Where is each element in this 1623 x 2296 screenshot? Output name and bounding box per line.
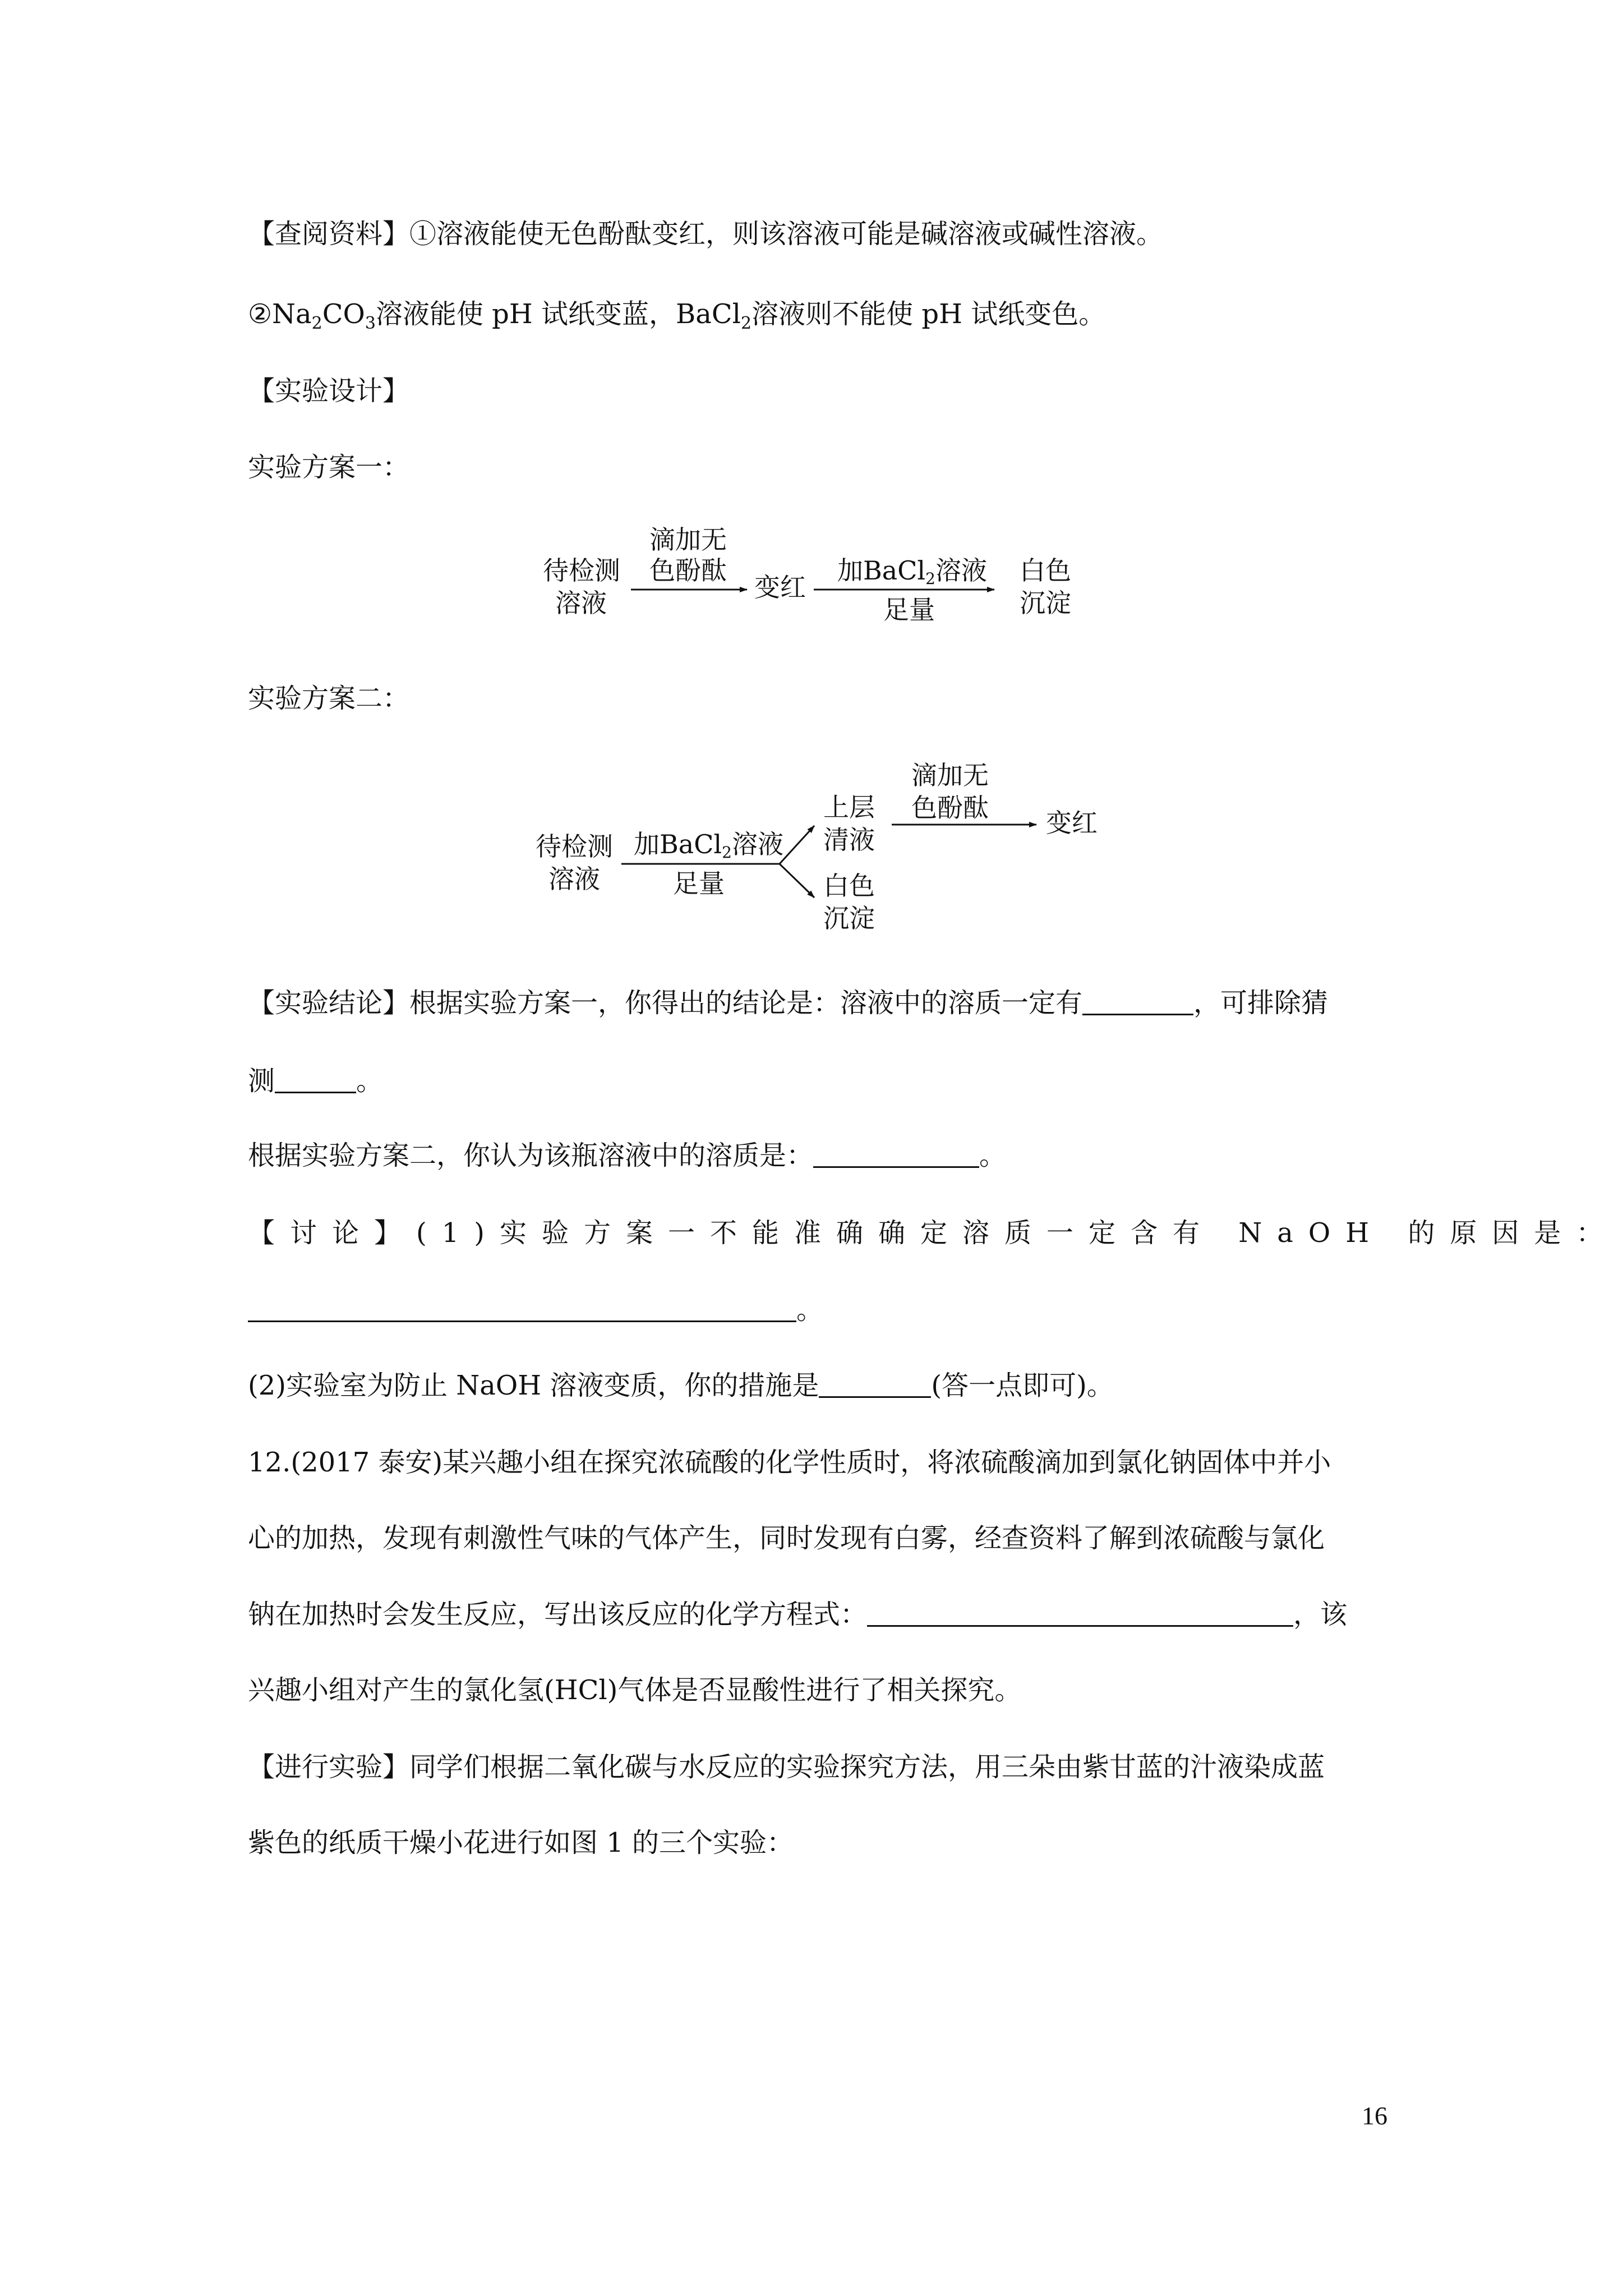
text: 。	[796, 1294, 824, 1326]
scheme-1-label: 实验方案一：	[248, 452, 410, 483]
answer-blank[interactable]	[275, 1067, 356, 1093]
text: 测	[248, 1065, 275, 1097]
page-number: 16	[1362, 2101, 1387, 2130]
scheme-2-label: 实验方案二：	[248, 683, 410, 714]
discussion-2	[248, 1369, 1114, 1402]
scheme-1-mid: 变红	[754, 572, 806, 602]
question-12-line1: 12.(2017 泰安)某兴趣小组在探究浓硫酸的化学性质时，将浓硫酸滴加到氯化钠固体中并小	[248, 1447, 1331, 1478]
answer-blank[interactable]	[867, 1600, 1293, 1627]
scheme-2-lower-line1: 白色	[823, 871, 875, 901]
answer-blank[interactable]	[1082, 989, 1193, 1015]
text: ，可排除猜	[1193, 987, 1329, 1019]
scheme-2-arrows	[0, 0, 1623, 954]
discussion-1: 【讨论】(1)实验方案一不能准确确定溶质一定含有 NaOH 的原因是：	[248, 1217, 1619, 1249]
branch-down	[780, 864, 814, 898]
scheme-2-upper-line2: 清液	[823, 825, 875, 855]
scheme-2-arrow2-label-line1: 滴加无	[911, 760, 989, 790]
scheme-1-arrow1-label-line2: 色酚酞	[649, 555, 727, 586]
text: 【实验结论】根据实验方案一，你得出的结论是：溶液中的溶质一定有	[248, 987, 1083, 1019]
scheme-1-end-line2: 沉淀	[1020, 588, 1071, 618]
conclusion-1-continued	[248, 1064, 383, 1098]
scheme-2-arrow2-label-line2: 色酚酞	[911, 793, 989, 823]
subscript: 3	[365, 314, 376, 333]
subscript: 2	[722, 843, 732, 862]
text: 溶液	[731, 829, 783, 859]
subscript: 2	[925, 569, 935, 588]
question-12-line3	[248, 1598, 1347, 1631]
text: 。	[979, 1140, 1007, 1171]
reference-info-1: 【查阅资料】①溶液能使无色酚酞变红，则该溶液可能是碱溶液或碱性溶液。	[248, 218, 1164, 250]
text: 溶液	[935, 555, 987, 586]
experiment-line2: 紫色的纸质干燥小花进行如图 1 的三个实验：	[248, 1827, 794, 1858]
scheme-2-end: 变红	[1046, 808, 1098, 838]
text: 溶液能使 pH 试纸变蓝，BaCl	[375, 298, 741, 330]
section-heading-design: 【实验设计】	[248, 375, 410, 407]
text: (2)实验室为防止 NaOH 溶液变质，你的措施是	[248, 1370, 819, 1401]
discussion-1-answer	[248, 1293, 823, 1327]
experiment-line1: 【进行实验】同学们根据二氧化碳与水反应的实验探究方法，用三朵由紫甘蓝的汁液染成蓝	[248, 1751, 1325, 1783]
text: (答一点即可)。	[931, 1370, 1114, 1401]
conclusion-2	[248, 1139, 1006, 1172]
scheme-2-start-line1: 待检测	[536, 831, 613, 862]
scheme-1-start-line1: 待检测	[543, 555, 620, 586]
text: ，该	[1293, 1599, 1348, 1630]
subscript: 2	[741, 314, 752, 333]
scheme-2-start-line2: 溶液	[548, 864, 600, 894]
text: ②Na	[248, 298, 312, 330]
text: 。	[356, 1065, 384, 1097]
subscript: 2	[311, 314, 322, 333]
text: CO	[322, 298, 365, 330]
text: 加BaCl	[634, 829, 722, 859]
scheme-2-arrow1-label-top	[634, 829, 783, 868]
scheme-1-start-line2: 溶液	[555, 588, 607, 618]
text: 溶液则不能使 pH 试纸变色。	[751, 298, 1106, 330]
scheme-1-arrow2-label-bottom: 足量	[883, 595, 935, 625]
question-12-line2: 心的加热，发现有刺激性气味的气体产生，同时发现有白雾，经查资料了解到浓硫酸与氯化	[248, 1522, 1325, 1554]
branch-up	[780, 826, 814, 864]
text: 根据实验方案二，你认为该瓶溶液中的溶质是：	[248, 1140, 814, 1171]
scheme-1-end-line1: 白色	[1020, 555, 1071, 586]
text: 加BaCl	[837, 555, 926, 586]
scheme-2-upper-line1: 上层	[823, 792, 875, 822]
scheme-2-arrow1-label-bottom: 足量	[673, 868, 725, 899]
scheme-2-lower-line2: 沉淀	[823, 903, 875, 933]
conclusion-1	[248, 986, 1328, 1020]
text: 钠在加热时会发生反应，写出该反应的化学方程式：	[248, 1599, 868, 1630]
question-12-line4: 兴趣小组对产生的氯化氢(HCl)气体是否显酸性进行了相关探究。	[248, 1674, 1022, 1706]
answer-blank[interactable]	[813, 1142, 979, 1168]
scheme-2-diagram	[0, 0, 1623, 954]
scheme-1-arrow1-label-line1: 滴加无	[649, 524, 727, 555]
answer-blank[interactable]	[819, 1372, 931, 1398]
answer-blank[interactable]	[248, 1296, 796, 1322]
